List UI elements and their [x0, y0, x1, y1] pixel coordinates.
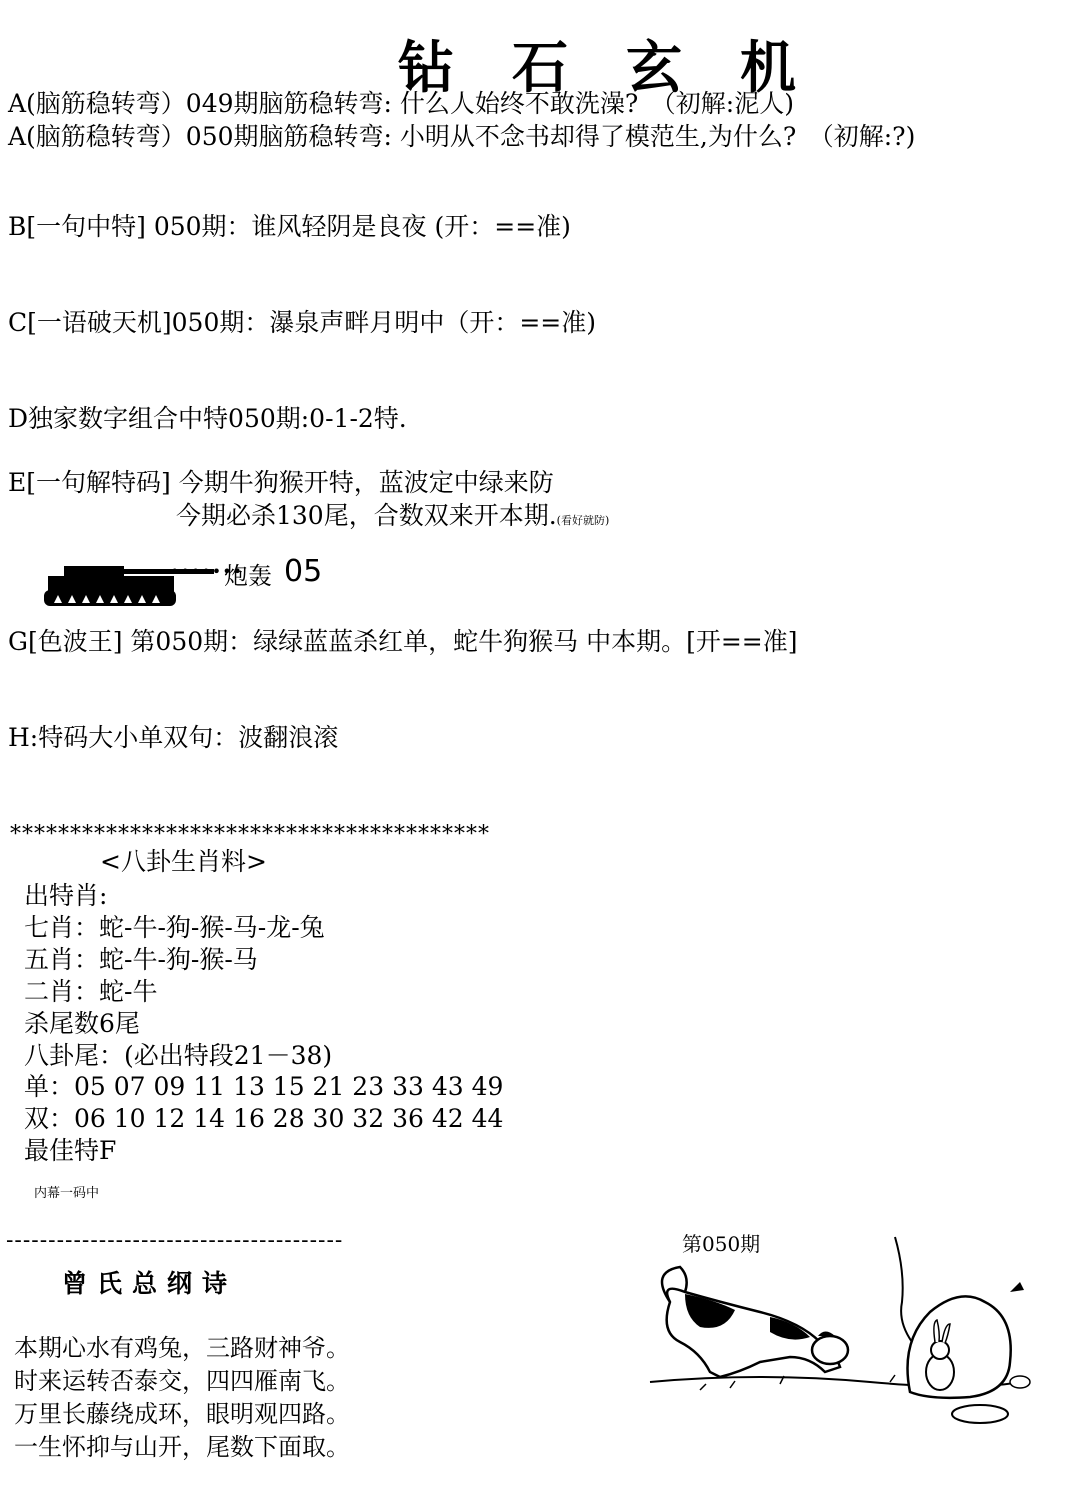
color-wave-line: G[色波王] 第050期：绿绿蓝蓝杀红单，蛇牛狗猴马 中本期。[开==准]: [8, 627, 798, 656]
dash-separator: ----------------------------------------: [6, 1228, 344, 1253]
bagua-heading: <八卦生肖料>: [100, 847, 267, 876]
bagua-row: 出特肖:: [24, 881, 108, 910]
picture-issue-label: 第050期: [682, 1232, 761, 1256]
page-title: 钻石玄机: [398, 35, 854, 101]
bagua-row: 最佳特F: [24, 1136, 117, 1165]
riddle-050-line: A(脑筋稳转弯）050期脑筋稳转弯: 小明从不念书却得了模范生,为什么? （初解:?): [8, 122, 916, 151]
size-odd-even-line: H:特码大小单双句：波翻浪滚: [8, 723, 339, 752]
special-code-note: (看好就防): [556, 514, 610, 527]
bagua-row: 二肖：蛇-牛: [24, 977, 158, 1006]
bagua-row: 杀尾数6尾: [24, 1009, 140, 1038]
riddle-049-line: A(脑筋稳转弯）049期脑筋稳转弯: 什么人始终不敢洗澡? （初解:泥人): [8, 89, 794, 118]
cannon-number: 05: [284, 554, 323, 589]
bagua-row: 双：06 10 12 14 16 28 30 32 36 42 44: [24, 1104, 504, 1133]
number-combo-line: D独家数字组合中特050期:0-1-2特.: [8, 404, 407, 433]
bagua-row: 单：05 07 09 11 13 15 21 23 33 43 49: [24, 1072, 504, 1101]
cannon-dots: •••••••: [170, 562, 244, 581]
dog-rabbit-illustration: [640, 1232, 1040, 1432]
cannon-block: [44, 556, 344, 612]
special-code-line-2-text: 今期必杀130尾，合数双来开本期.: [176, 501, 557, 530]
one-sentence-line: B[一句中特] 050期：谁风轻阴是良夜 (开：==准): [8, 212, 571, 241]
poem-line: 一生怀抑与山开，尾数下面取。: [14, 1433, 350, 1461]
bagua-row: 七肖：蛇-牛-狗-猴-马-龙-兔: [24, 913, 325, 942]
special-code-line-1: E[一句解特码] 今期牛狗猴开特，蓝波定中绿来防: [8, 468, 554, 497]
poem-line: 时来运转否泰交，四四雁南飞。: [14, 1367, 350, 1395]
stars-separator: ****************************************: [10, 822, 490, 847]
bagua-row: 五肖：蛇-牛-狗-猴-马: [24, 945, 258, 974]
poem-line: 万里长藤绕成环，眼明观四路。: [14, 1400, 350, 1428]
one-phrase-line: C[一语破天机]050期：瀑泉声畔月明中（开：==准): [8, 308, 597, 337]
poem-line: 本期心水有鸡兔，三路财神爷。: [14, 1334, 350, 1362]
cannon-label: 炮轰: [224, 562, 272, 590]
bagua-footnote: 内幕一码中: [34, 1186, 100, 1201]
poem-title: 曾氏总纲诗: [62, 1269, 238, 1298]
bagua-row: 八卦尾：(必出特段21－38): [24, 1041, 333, 1070]
special-code-line-2: [176, 500, 609, 537]
